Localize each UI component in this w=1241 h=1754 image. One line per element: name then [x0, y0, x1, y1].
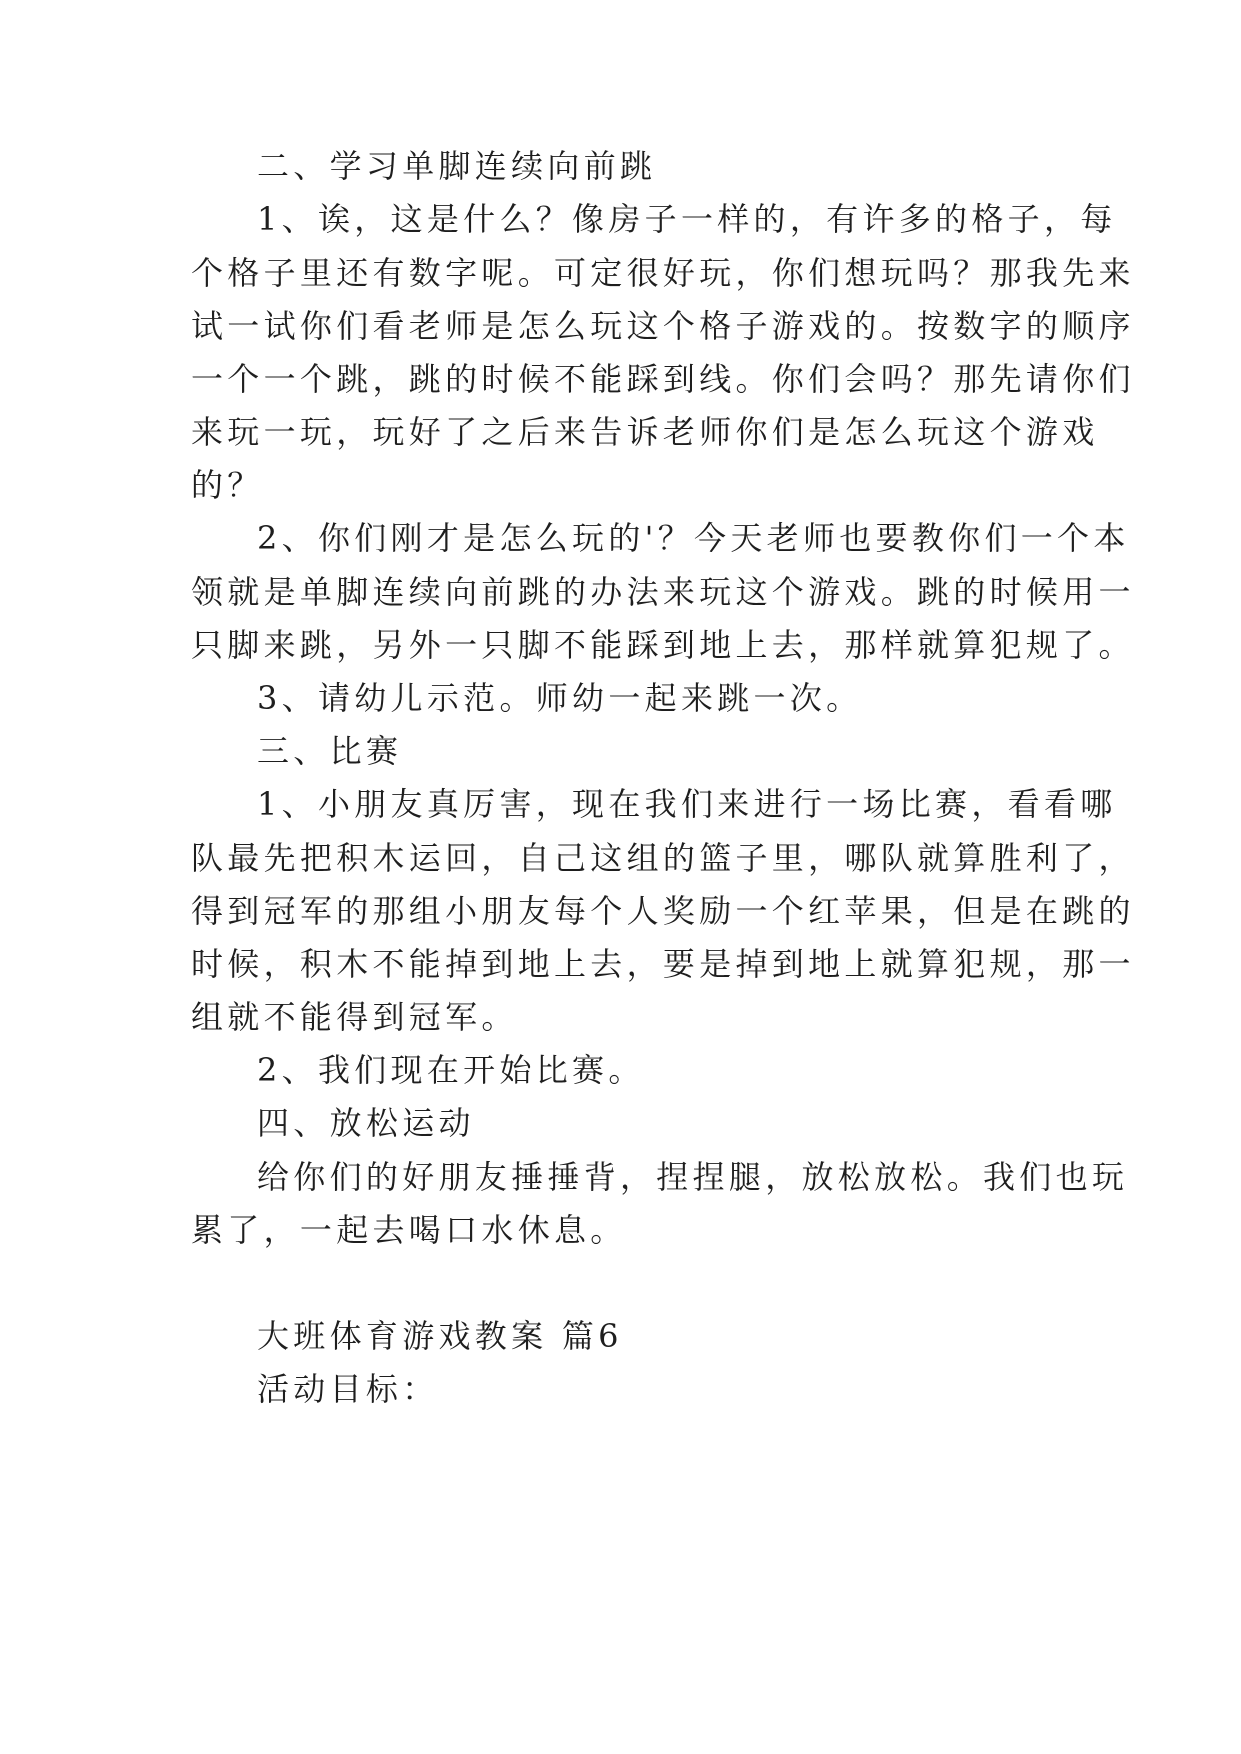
text-line: 一个一个跳，跳的时候不能踩到线。你们会吗？那先请你们	[191, 360, 1135, 398]
text-line: 只脚来跳，另外一只脚不能踩到地上去，那样就算犯规了。	[191, 626, 1135, 664]
section-heading: 三、比赛	[257, 732, 403, 770]
text-line: 3、请幼儿示范。师幼一起来跳一次。	[257, 679, 863, 717]
text-line: 时候，积木不能掉到地上去，要是掉到地上就算犯规，那一	[191, 945, 1135, 983]
text-line: 1、小朋友真厉害，现在我们来进行一场比赛，看看哪	[257, 785, 1117, 823]
text-line: 的？	[191, 466, 264, 504]
text-line: 组就不能得到冠军。	[191, 998, 518, 1036]
text-line: 队最先把积木运回，自己这组的篮子里，哪队就算胜利了，	[191, 839, 1135, 877]
text-line: 领就是单脚连续向前跳的办法来玩这个游戏。跳的时候用一	[191, 573, 1135, 611]
section-heading: 二、学习单脚连续向前跳	[257, 147, 657, 185]
text-line: 得到冠军的那组小朋友每个人奖励一个红苹果，但是在跳的	[191, 892, 1135, 930]
text-line: 给你们的好朋友捶捶背，捏捏腿，放松放松。我们也玩	[257, 1158, 1129, 1196]
text-line: 个格子里还有数字呢。可定很好玩，你们想玩吗？那我先来	[191, 254, 1135, 292]
text-line: 试一试你们看老师是怎么玩这个格子游戏的。按数字的顺序	[191, 307, 1135, 345]
text-line: 累了，一起去喝口水休息。	[191, 1211, 627, 1249]
next-section-subheading: 活动目标：	[257, 1370, 439, 1408]
text-line: 来玩一玩，玩好了之后来告诉老师你们是怎么玩这个游戏	[191, 413, 1099, 451]
text-line: 2、你们刚才是怎么玩的'？今天老师也要教你们一个本	[257, 519, 1130, 557]
section-heading: 四、放松运动	[257, 1104, 475, 1142]
next-section-title: 大班体育游戏教案 篇6	[257, 1317, 623, 1355]
text-line: 2、我们现在开始比赛。	[257, 1051, 645, 1089]
text-line: 1、诶，这是什么？像房子一样的，有许多的格子，每	[257, 200, 1117, 238]
